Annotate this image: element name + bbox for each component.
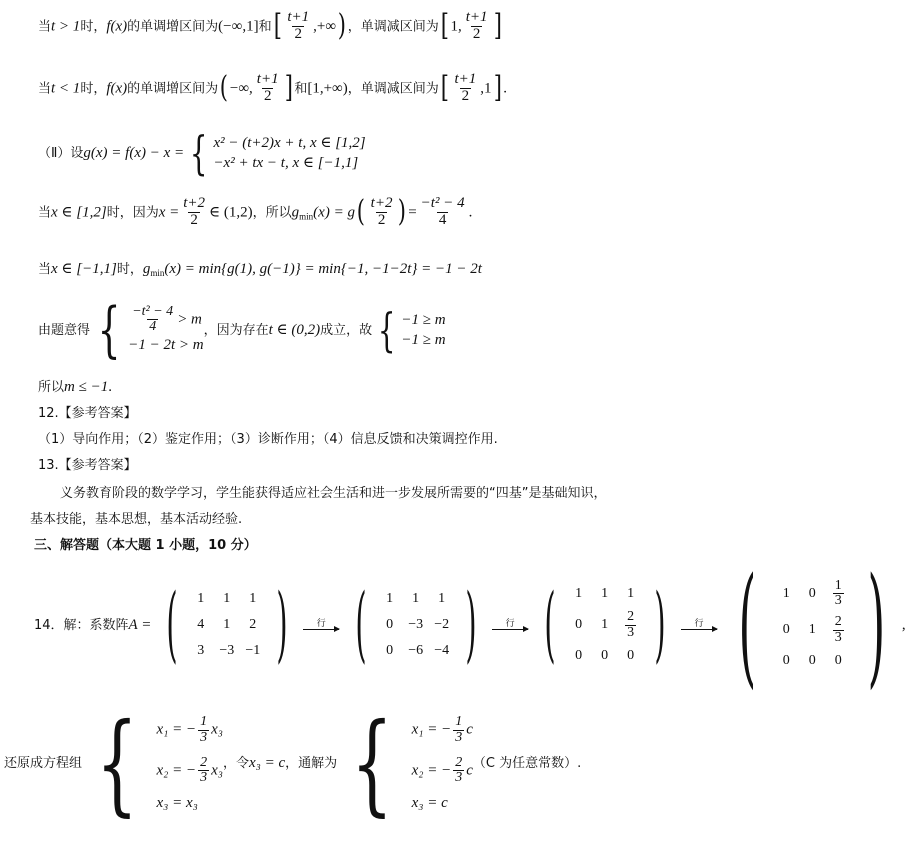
matrix-cell — [825, 579, 851, 609]
matrix-step-2: ( 1 1 1 0 1 $\frac{2}{3}$ 0 0 0 ) — [543, 577, 666, 672]
row-op-arrow: 行 — [680, 620, 718, 630]
matrix-cell: −3 — [219, 643, 235, 658]
row-op-arrow: 行 — [302, 620, 340, 630]
matrix-cell: 1 — [627, 585, 635, 601]
answer-12-heading: 12.【参考答案】 — [38, 406, 137, 421]
matrix-cell: −3 — [408, 617, 424, 632]
matrix-cell: −1 — [245, 643, 261, 658]
fraction: $\frac{t+2}{2}$ — [370, 195, 393, 228]
fraction: $\frac{\text{−t² − 4}}{4}$ — [420, 195, 465, 228]
fraction: $\frac{t+1}{2}$ — [454, 71, 477, 104]
fraction: $\frac{t+1}{2}$ — [256, 71, 279, 104]
matrix-cell: 1 — [223, 591, 231, 606]
matrix-cell: −6 — [408, 643, 424, 658]
matrix-cell: 1 — [438, 591, 446, 606]
matrix-cell: 1 — [249, 591, 257, 606]
case-x-in-neg1-1: 当x ∈ [−1,1]时，$g_{min}(x) = \min\{g(1)$, g(−1)} = min{−1, −1−2t} = −1 − 2t — [38, 261, 482, 278]
matrix-cell: 1 — [575, 585, 583, 601]
matrix-cell: −2 — [434, 617, 450, 632]
case-x-in-1-2: 当x ∈ [1,2]时，因为x = $\frac{t+2}{2}$ ∈ (1,2)，所以$g_{min}(x) = g$( $\frac{t+2}{2}$ ) = $\frac{\text{−t² − 4}}{4}$ . — [38, 194, 473, 230]
matrix-step-1: ( 1 1 1 0 −3 −2 0 −6 −4 ) — [355, 577, 477, 672]
fraction: $\frac{1}{3}$ — [834, 577, 842, 609]
matrix-cell: 0 — [386, 617, 394, 632]
matrix-cell: 0 — [834, 653, 842, 669]
answer-13-content-2: 基本技能，基本思想，基本活动经验. — [30, 512, 243, 527]
answer-13-content-1: 义务教育阶段的数学学习，学生能获得适应社会生活和进一步发展所需要的“四基”是基础知识， — [60, 486, 607, 501]
matrix-cell: 0 — [782, 622, 790, 638]
matrix-cell: 0 — [627, 648, 635, 664]
fraction: $\frac{t+1}{2}$ — [465, 9, 488, 42]
answer-12-content: （1）导向作用；（2）鉴定作用；（3）诊断作用；（4）信息反馈和决策调控作用. — [38, 432, 498, 447]
matrix-cell: 0 — [386, 643, 394, 658]
matrix-cell: 1 — [601, 585, 609, 601]
matrix-cell: 0 — [808, 585, 816, 601]
matrix-a: ( 1 1 1 4 1 2 3 −3 −1 ) — [166, 577, 288, 672]
matrix-cell: 1 — [223, 617, 231, 632]
section-3-heading: 三、解答题（本大题 1 小题，10 分） — [34, 538, 257, 553]
matrix-cell: 0 — [782, 653, 790, 669]
matrix-cell: 1 — [412, 591, 420, 606]
matrix-cell: 0 — [808, 653, 816, 669]
line-t-gt-1: 当t > 1时，f(x)的单调增区间为(−∞,1]和[ $\frac{t+1}{2}$ ,+∞) ，单调减区间为[ 1, $\frac{t+1}{2}$ ] — [38, 8, 502, 44]
matrix-cell: 0 — [601, 648, 609, 664]
matrix-cell: 1 — [782, 585, 790, 601]
matrix-cell — [618, 610, 644, 640]
matrix-cell — [825, 615, 851, 645]
equation-system-solution: 还原成方程组 { x₁ = − $\frac{1}{3}$ x₃ x₂ = − $\frac{2}{3}$ x₃ x₃ = x₃ ，令x₃ = c，通解为 { x₁ = − $\frac{1}{3}$ c x₂ = − $\frac{2}{3}$ c x₃ = c （C 为任意常数）. — [4, 699, 582, 827]
matrix-cell: −4 — [434, 643, 450, 658]
matrix-step-3: ( 1 0 $\frac{1}{3}$ 0 1 $\frac{2}{3}$ 0 0 0 ) — [738, 549, 886, 701]
matrix-cell: 4 — [197, 617, 205, 632]
answer-13-heading: 13.【参考答案】 — [38, 458, 137, 473]
matrix-cell: 1 — [197, 591, 205, 606]
fraction: $\frac{2}{3}$ — [834, 614, 842, 645]
row-op-arrow: 行 — [491, 620, 529, 630]
matrix-cell: 0 — [575, 617, 583, 632]
fraction: $\frac{t+1}{2}$ — [287, 9, 310, 42]
problem-14-matrix-reduction: 14．解：系数阵A = ( 1 1 1 4 1 2 3 −3 −1 ) 行 ( 1 1 1 0 −3 −2 0 −6 −4 ) 行 ( 1 1 1 0 1 $\frac{2}{3}$ 0 0 0 ) 行 ( 1 0 $\frac{1}{3}$ 0 1 $\frac{2}{3}$ 0 0 0 ) , — [34, 549, 906, 701]
fraction: $\frac{2}{3}$ — [627, 608, 635, 640]
matrix-cell: 3 — [197, 643, 205, 658]
matrix-cell: 1 — [601, 617, 609, 632]
conclusion-line: 所以m ≤ −1. — [38, 379, 112, 395]
part-ii-definition: （Ⅱ）设g(x) = f(x) − x = { x² − (t+2)x + t, x ∈ [1,2] −x² + tx − t, x ∈ [−1,1] — [38, 126, 366, 180]
matrix-cell: 1 — [386, 591, 394, 606]
condition-system: 由题意得 { $\frac{\text{−t² − 4}}{4}$ > m −1 − 2t > m ，因为存在t ∈ (0,2)成立，故 { −1 ≥ m −1 ≥ m — [38, 295, 446, 365]
matrix-cell: 1 — [808, 622, 816, 638]
matrix-cell: 0 — [575, 648, 583, 664]
line-t-lt-1: 当t < 1时，f(x)的单调增区间为( −∞, $\frac{t+1}{2}$ ] 和[1,+∞)，单调减区间为[ $\frac{t+1}{2}$ ,1] . — [38, 70, 507, 106]
matrix-cell: 2 — [249, 617, 257, 632]
fraction: $\frac{t+2}{2}$ — [183, 195, 206, 228]
